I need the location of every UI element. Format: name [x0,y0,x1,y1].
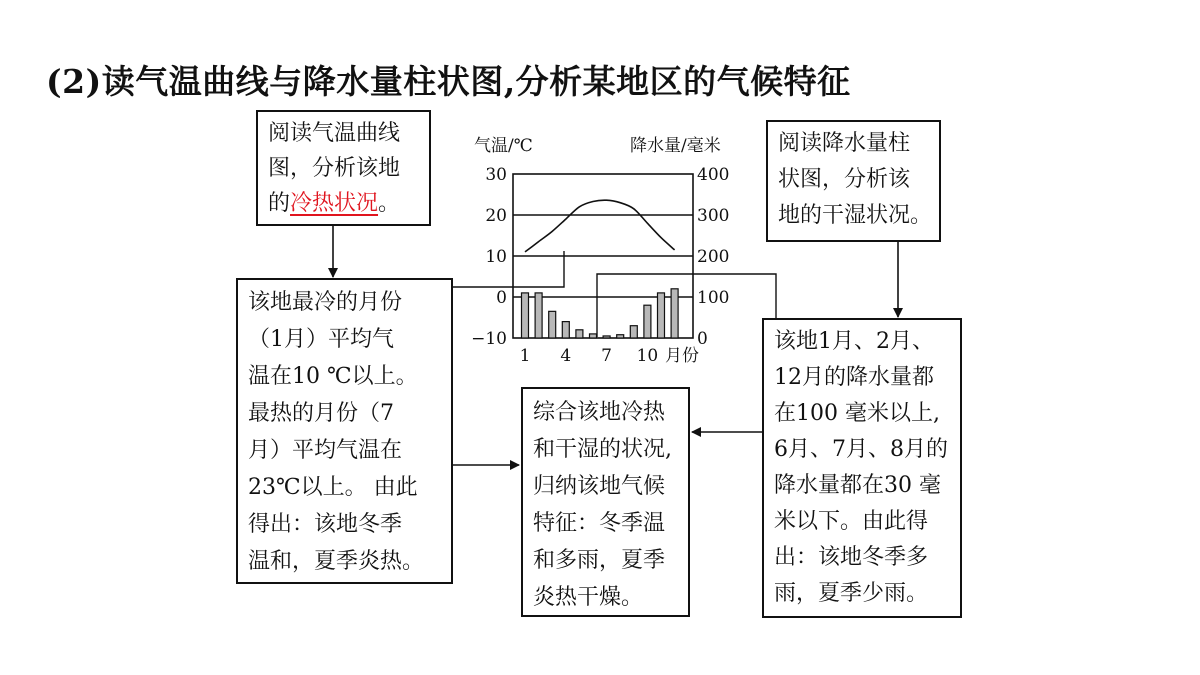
prompt-line: 图，分析该地 [268,156,401,181]
x-tick-label: 4 [560,346,572,366]
analysis-line: 降水量都在30 毫 [774,473,941,498]
analysis-line: 米以下。由此得 [774,509,929,534]
prompt-line: 地的干湿状况。 [778,203,933,228]
precipitation-bar [535,293,542,338]
analysis-line: 该地最冷的月份 [248,290,403,315]
precipitation-bar [658,293,665,338]
left-tick-label: 10 [485,247,507,267]
highlight-keyword: 冷热状况 [290,191,379,216]
analysis-line: 6月、7月、8月的 [774,437,948,462]
x-tick-label: 1 [519,346,531,366]
prompt-line: 阅读降水量柱 [778,131,911,156]
analysis-line: 在100 毫米以上, [774,401,940,426]
right-tick-label: 300 [697,206,730,226]
analysis-line: 雨，夏季少雨。 [774,581,929,606]
right-tick-label: 200 [697,247,730,267]
precipitation-bar [603,336,610,338]
right-tick-label: 400 [697,165,730,185]
precipitation-bar [630,326,637,338]
x-tick-label: 10 [636,346,659,366]
summary-line: 炎热干燥。 [533,585,644,610]
precipitation-bar [617,335,624,338]
analysis-line: 月）平均气温在 [248,438,403,463]
precipitation-bar [644,305,651,338]
left-tick-label: 20 [485,206,507,226]
temperature-curve [525,200,675,252]
prompt-line: 状图，分析该 [778,167,911,192]
precipitation-bar [671,289,678,338]
x-tick-label: 7 [601,346,613,366]
analysis-line: 23℃以上。 由此 [248,475,418,500]
summary-line: 和多雨，夏季 [533,548,666,573]
right-axis-label: 降水量/毫米 [630,136,721,156]
prompt-suffix: 。 [378,191,401,216]
left-axis-label: 气温/℃ [474,136,533,156]
left-tick-label: 30 [485,165,507,185]
prompt-line: 阅读气温曲线 [268,121,401,146]
analysis-line: 温在10 ℃以上。 [248,364,418,389]
summary-line: 和干湿的状况, [533,437,672,462]
analysis-line: 温和，夏季炎热。 [248,549,425,574]
analysis-line: 12月的降水量都 [774,365,934,390]
connector-precip-bars [597,274,776,337]
summary-line: 综合该地冷热 [533,400,666,425]
analysis-line: （1月）平均气 [248,327,394,352]
precipitation-bar [549,311,556,338]
precipitation-bar [562,322,569,338]
right-tick-label: 0 [697,329,708,349]
summary-line: 特征：冬季温 [533,511,666,536]
right-tick-label: 100 [697,288,730,308]
analysis-line: 最热的月份（7 [248,401,394,426]
left-tick-label: −10 [471,329,507,349]
precipitation-bar [522,293,529,338]
analysis-line: 该地1月、2月、 [774,329,934,354]
analysis-line: 得出：该地冬季 [248,512,403,537]
summary-line: 归纳该地气候 [533,474,666,499]
precipitation-bar [590,334,597,338]
prompt-prefix: 的 [268,191,291,216]
analysis-line: 出：该地冬季多 [774,545,929,570]
page-title: (2)读气温曲线与降水量柱状图,分析某地区的气候特征 [46,62,851,101]
x-axis-label: 月份 [665,346,699,366]
precipitation-bar [576,330,583,338]
left-tick-label: 0 [496,288,507,308]
